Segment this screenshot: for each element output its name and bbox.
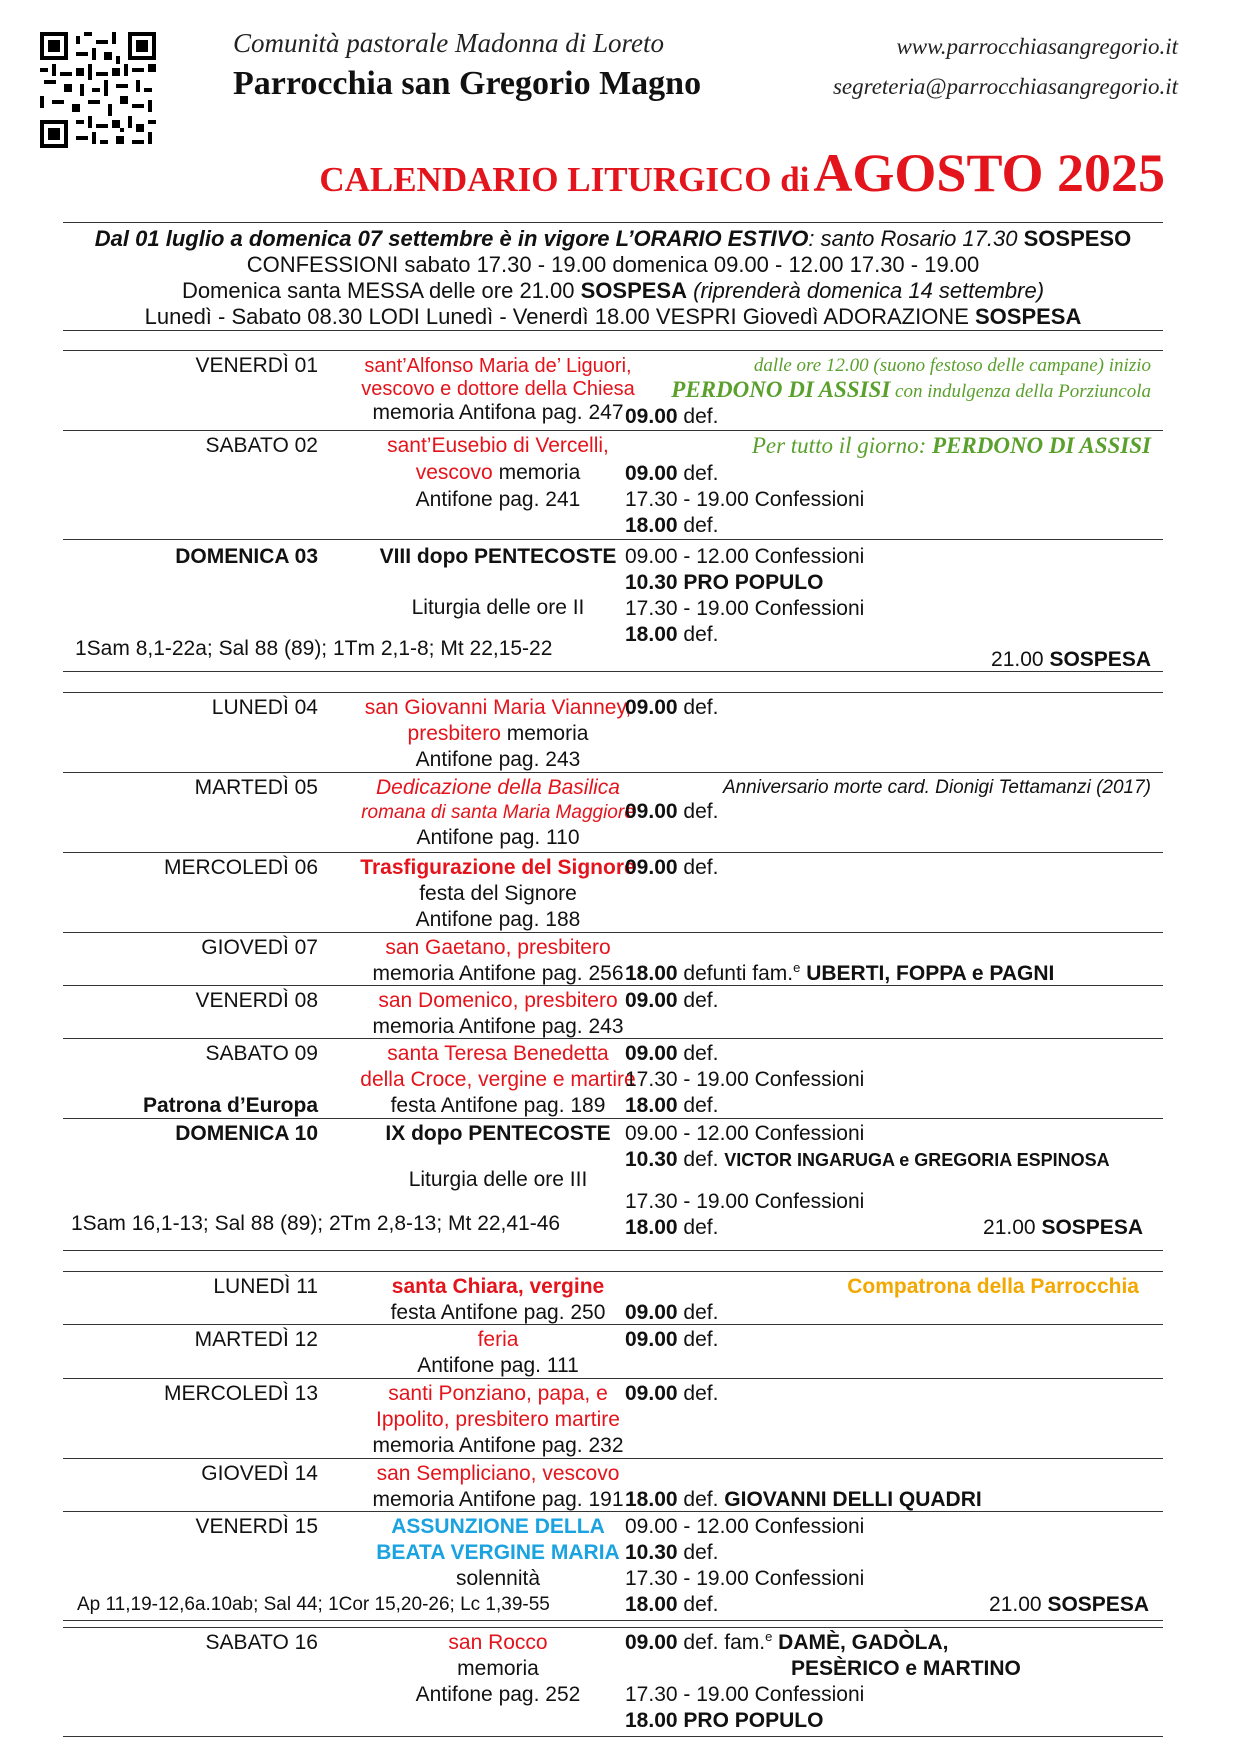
notice-line3c: (riprenderà domenica 14 settembre): [687, 278, 1045, 303]
notice-line4a: Lunedì - Sabato 08.30 LODI Lunedì - Venerdì 18.00 VESPRI Giovedì ADORAZIONE: [144, 304, 975, 329]
mass-intention: defunti fam.: [683, 962, 794, 985]
mass-intention: def.: [683, 1148, 719, 1171]
mass-time: 18.00: [625, 1593, 678, 1616]
confessions: 17.30 - 19.00 Confessioni: [625, 1567, 865, 1590]
liturgy-antiphon: memoria Antifone pag. 243: [372, 1015, 624, 1038]
mass-time: 09.00: [625, 405, 678, 428]
liturgy-solemnity: ASSUNZIONE DELLA: [391, 1515, 605, 1538]
day-label: LUNEDÌ 11: [213, 1275, 318, 1298]
pardon-note: Per tutto il giorno:: [751, 433, 932, 458]
liturgy-saint-title: Ippolito, presbitero martire: [376, 1408, 620, 1431]
mass-time: 10.30: [625, 1541, 678, 1564]
notice-line1c: SOSPESO: [1023, 226, 1132, 251]
email-link[interactable]: segreteria@parrocchiasangregorio.it: [832, 74, 1178, 99]
mass-intention: def.: [683, 1382, 719, 1405]
website-link[interactable]: www.parrocchiasangregorio.it: [896, 34, 1178, 59]
day-label: GIOVEDÌ 07: [201, 936, 318, 959]
mass-time: 09.00: [625, 1382, 678, 1405]
mass-intention: def.: [683, 696, 719, 719]
liturgy-antiphon: memoria Antifone pag. 256: [372, 962, 624, 985]
header-contacts: [833, 34, 1178, 114]
mass-time: 09.00: [625, 696, 678, 719]
mass-intention: PRO POPULO: [683, 571, 824, 594]
notice-line3b: SOSPESA: [580, 278, 687, 303]
day-row-06: [63, 852, 1163, 932]
liturgy-saint: san Giovanni Maria Vianney,: [364, 696, 632, 719]
readings: 1Sam 8,1-22a; Sal 88 (89); 1Tm 2,1-8; Mt 22,15-22: [75, 637, 553, 660]
day-row-10: [63, 1118, 1163, 1251]
mass-intention: def.: [683, 1301, 719, 1324]
mass-suspended: SOSPESA: [1041, 1216, 1143, 1239]
parish-name: Parrocchia san Gregorio Magno: [233, 65, 702, 102]
liturgy-antiphon: Antifone pag. 110: [416, 826, 580, 849]
mass-time: 09.00: [625, 1301, 678, 1324]
day-label: SABATO 09: [205, 1042, 318, 1065]
pardon-indulgence: con indulgenza della Porziuncola: [890, 381, 1151, 402]
mass-intention: def.: [683, 462, 719, 485]
liturgy-saint: santi Ponziano, papa, e: [388, 1382, 608, 1405]
liturgy-rank: memoria: [492, 461, 581, 484]
liturgy-saint-title: della Croce, vergine e martire: [360, 1068, 636, 1091]
mass-time: 18.00: [625, 514, 678, 537]
day-label: VENERDÌ 15: [195, 1515, 318, 1538]
liturgy-saint: san Gaetano, presbitero: [385, 936, 611, 959]
liturgy-rank: solennità: [455, 1567, 541, 1590]
mass-intention: def.: [683, 514, 719, 537]
mass-time: 18.00: [625, 1216, 678, 1239]
pardon-title: PERDONO DI ASSISI: [671, 377, 891, 402]
confessions: 17.30 - 19.00 Confessioni: [625, 1190, 865, 1213]
confessions: 17.30 - 19.00 Confessioni: [625, 488, 865, 511]
mass-time: 09.00: [625, 856, 678, 879]
mass-time: 10.30: [625, 571, 678, 594]
liturgy-saint: san Domenico, presbitero: [378, 989, 618, 1012]
mass-intention: def.: [683, 1488, 719, 1511]
mass-intention: def.: [683, 1042, 719, 1065]
liturgy-saint: san Rocco: [448, 1631, 548, 1654]
title-prefix: CALENDARIO LITURGICO di: [319, 160, 810, 199]
liturgy-saint: santa Chiara, vergine: [391, 1275, 605, 1298]
notice-line1b: : santo Rosario 17.30: [808, 226, 1024, 251]
liturgy-saint-title: presbitero: [407, 722, 501, 745]
day-row-11: [63, 1271, 1163, 1324]
superscript: e: [793, 960, 801, 975]
day-row-14: [63, 1458, 1163, 1511]
confessions: 09.00 - 12.00 Confessioni: [625, 1122, 865, 1145]
confessions: 09.00 - 12.00 Confessioni: [625, 1515, 865, 1538]
confessions: 17.30 - 19.00 Confessioni: [625, 597, 865, 620]
liturgy-sunday: VIII dopo PENTECOSTE: [379, 545, 617, 568]
mass-time: 18.00: [625, 1488, 678, 1511]
mass-intention: def.: [683, 800, 719, 823]
liturgy-sunday: IX dopo PENTECOSTE: [385, 1122, 611, 1145]
liturgy-feria: feria: [477, 1328, 519, 1351]
liturgy-antiphon: festa Antifone pag. 250: [390, 1301, 606, 1324]
day-row-16: [63, 1627, 1163, 1737]
mass-names: DAMÈ, GADÒLA,: [772, 1631, 949, 1654]
summer-schedule-notice: [63, 222, 1163, 330]
liturgy-saint: sant’Eusebio di Vercelli,: [387, 434, 609, 457]
liturgy-feast: Trasfigurazione del Signore: [360, 856, 636, 879]
day-label: DOMENICA 10: [175, 1122, 318, 1145]
day-label: MARTEDÌ 05: [194, 776, 318, 799]
mass-time: 18.00: [625, 962, 678, 985]
community-name: Comunità pastorale Madonna di Loreto: [233, 28, 665, 58]
divider: [63, 330, 1163, 331]
mass-time: 18.00: [625, 623, 678, 646]
day-label: MERCOLEDÌ 13: [163, 1382, 318, 1405]
confessions: 09.00 - 12.00 Confessioni: [625, 545, 865, 568]
mass-intention: def.: [683, 1328, 719, 1351]
day-label: GIOVEDÌ 14: [201, 1462, 318, 1485]
qr-code-icon: [40, 32, 156, 148]
pardon-title: PERDONO DI ASSISI: [932, 433, 1151, 458]
mass-time: 18.00: [625, 1709, 678, 1732]
notice-line1a: Dal 01 luglio a domenica 07 settembre è in vigore L’ORARIO ESTIVO: [94, 226, 809, 251]
liturgy-rank: memoria: [457, 1657, 539, 1680]
mass-time: 21.00: [991, 648, 1044, 671]
mass-intention: def.: [683, 1216, 719, 1239]
day-label: LUNEDÌ 04: [211, 696, 318, 719]
liturgy-saint: san Sempliciano, vescovo: [376, 1462, 620, 1485]
superscript: e: [765, 1629, 773, 1644]
mass-names: UBERTI, FOPPA e PAGNI: [800, 962, 1055, 985]
day-label: VENERDÌ 08: [195, 989, 318, 1012]
mass-time: 21.00: [983, 1216, 1036, 1239]
liturgy-solemnity-title: BEATA VERGINE MARIA: [376, 1541, 620, 1564]
mass-time: 09.00: [625, 462, 678, 485]
liturgy-antiphon: memoria Antifone pag. 191: [372, 1488, 624, 1511]
mass-suspended: SOSPESA: [1049, 648, 1151, 671]
mass-intention: def. fam.: [683, 1631, 766, 1654]
liturgy-rank: memoria: [500, 722, 589, 745]
mass-time: 09.00: [625, 1042, 678, 1065]
anniversary-note: Anniversario morte card. Dionigi Tettamanzi (2017): [722, 777, 1151, 798]
liturgy-hours: Liturgia delle ore II: [411, 596, 585, 619]
mass-time: 21.00: [989, 1593, 1042, 1616]
liturgy-antiphon: memoria Antifona pag. 247: [372, 401, 624, 424]
liturgy-antiphon: memoria Antifone pag. 232: [372, 1434, 624, 1457]
notice-line3a: Domenica santa MESSA delle ore 21.00: [181, 278, 581, 303]
day-row-13: [63, 1378, 1163, 1458]
mass-names: VICTOR INGARUGA e GREGORIA ESPINOSA: [724, 1150, 1110, 1170]
notice-line4b: SOSPESA: [975, 304, 1082, 329]
mass-time: 09.00: [625, 800, 678, 823]
mass-time: 09.00: [625, 1631, 678, 1654]
mass-names: PESÈRICO e MARTINO: [791, 1657, 1021, 1680]
liturgy-saint: sant’Alfonso Maria de’ Liguori,: [364, 355, 632, 377]
liturgy-feast-detail: romana di santa Maria Maggiore: [361, 802, 635, 823]
liturgy-antiphon: Antifone pag. 252: [415, 1683, 581, 1706]
mass-time: 09.00: [625, 989, 678, 1012]
day-row-01: [63, 350, 1163, 430]
day-label: DOMENICA 03: [175, 545, 318, 568]
mass-intention: def.: [683, 1541, 719, 1564]
day-row-09: [63, 1038, 1163, 1118]
liturgy-antiphon: festa Antifone pag. 189: [390, 1094, 606, 1117]
mass-time: 10.30: [625, 1148, 678, 1171]
day-row-02: [63, 430, 1163, 539]
mass-intention: def.: [683, 989, 719, 1012]
day-label: MARTEDÌ 12: [194, 1328, 318, 1351]
day-label: VENERDÌ 01: [195, 354, 318, 377]
liturgy-antiphon: Antifone pag. 241: [415, 488, 581, 511]
mass-names: GIOVANNI DELLI QUADRI: [724, 1488, 982, 1511]
mass-intention: def.: [683, 1593, 719, 1616]
mass-suspended: SOSPESA: [1047, 1593, 1149, 1616]
header-parish: [233, 28, 701, 103]
day-row-15: [63, 1511, 1163, 1621]
mass-intention: def.: [683, 856, 719, 879]
day-label: SABATO 02: [205, 434, 318, 457]
liturgy-saint: santa Teresa Benedetta: [387, 1042, 609, 1065]
day-row-07: [63, 932, 1163, 985]
mass-intention: def.: [683, 405, 719, 428]
day-label: SABATO 16: [205, 1631, 318, 1654]
liturgy-feast: Dedicazione della Basilica: [376, 776, 620, 799]
notice-line2: CONFESSIONI sabato 17.30 - 19.00 domenica 09.00 - 12.00 17.30 - 19.00: [246, 252, 980, 277]
mass-intention: PRO POPULO: [683, 1709, 824, 1732]
liturgy-saint-title: vescovo e dottore della Chiesa: [361, 378, 635, 400]
day-label: MERCOLEDÌ 06: [163, 856, 318, 879]
confessions: 17.30 - 19.00 Confessioni: [625, 1068, 865, 1091]
day-row-08: [63, 985, 1163, 1038]
liturgy-antiphon: Antifone pag. 111: [417, 1354, 579, 1377]
title-month: AGOSTO 2025: [813, 143, 1165, 203]
day-row-05: [63, 772, 1163, 852]
page-title: [319, 142, 1165, 204]
readings: Ap 11,19-12,6a.10ab; Sal 44; 1Cor 15,20-26; Lc 1,39-55: [77, 1594, 550, 1615]
day-row-12: [63, 1324, 1163, 1378]
liturgy-antiphon: Antifone pag. 243: [415, 748, 581, 771]
liturgy-rank: festa del Signore: [419, 882, 577, 905]
day-row-04: [63, 692, 1163, 772]
liturgy-antiphon: Antifone pag. 188: [415, 908, 581, 931]
readings: 1Sam 16,1-13; Sal 88 (89); 2Tm 2,8-13; Mt 22,41-46: [71, 1212, 561, 1235]
liturgy-hours: Liturgia delle ore III: [408, 1168, 588, 1191]
mass-intention: def.: [683, 623, 719, 646]
confessions: 17.30 - 19.00 Confessioni: [625, 1683, 865, 1706]
mass-time: 09.00: [625, 1328, 678, 1351]
day-row-03: [63, 539, 1163, 672]
day-sublabel: Patrona d’Europa: [142, 1094, 318, 1117]
mass-intention: def.: [683, 1094, 719, 1117]
patron-note: Compatrona della Parrocchia: [847, 1275, 1139, 1298]
pardon-note: dalle ore 12.00 (suono festoso delle campane) inizio: [753, 355, 1151, 376]
mass-time: 18.00: [625, 1094, 678, 1117]
liturgy-saint-title: vescovo: [415, 461, 493, 484]
